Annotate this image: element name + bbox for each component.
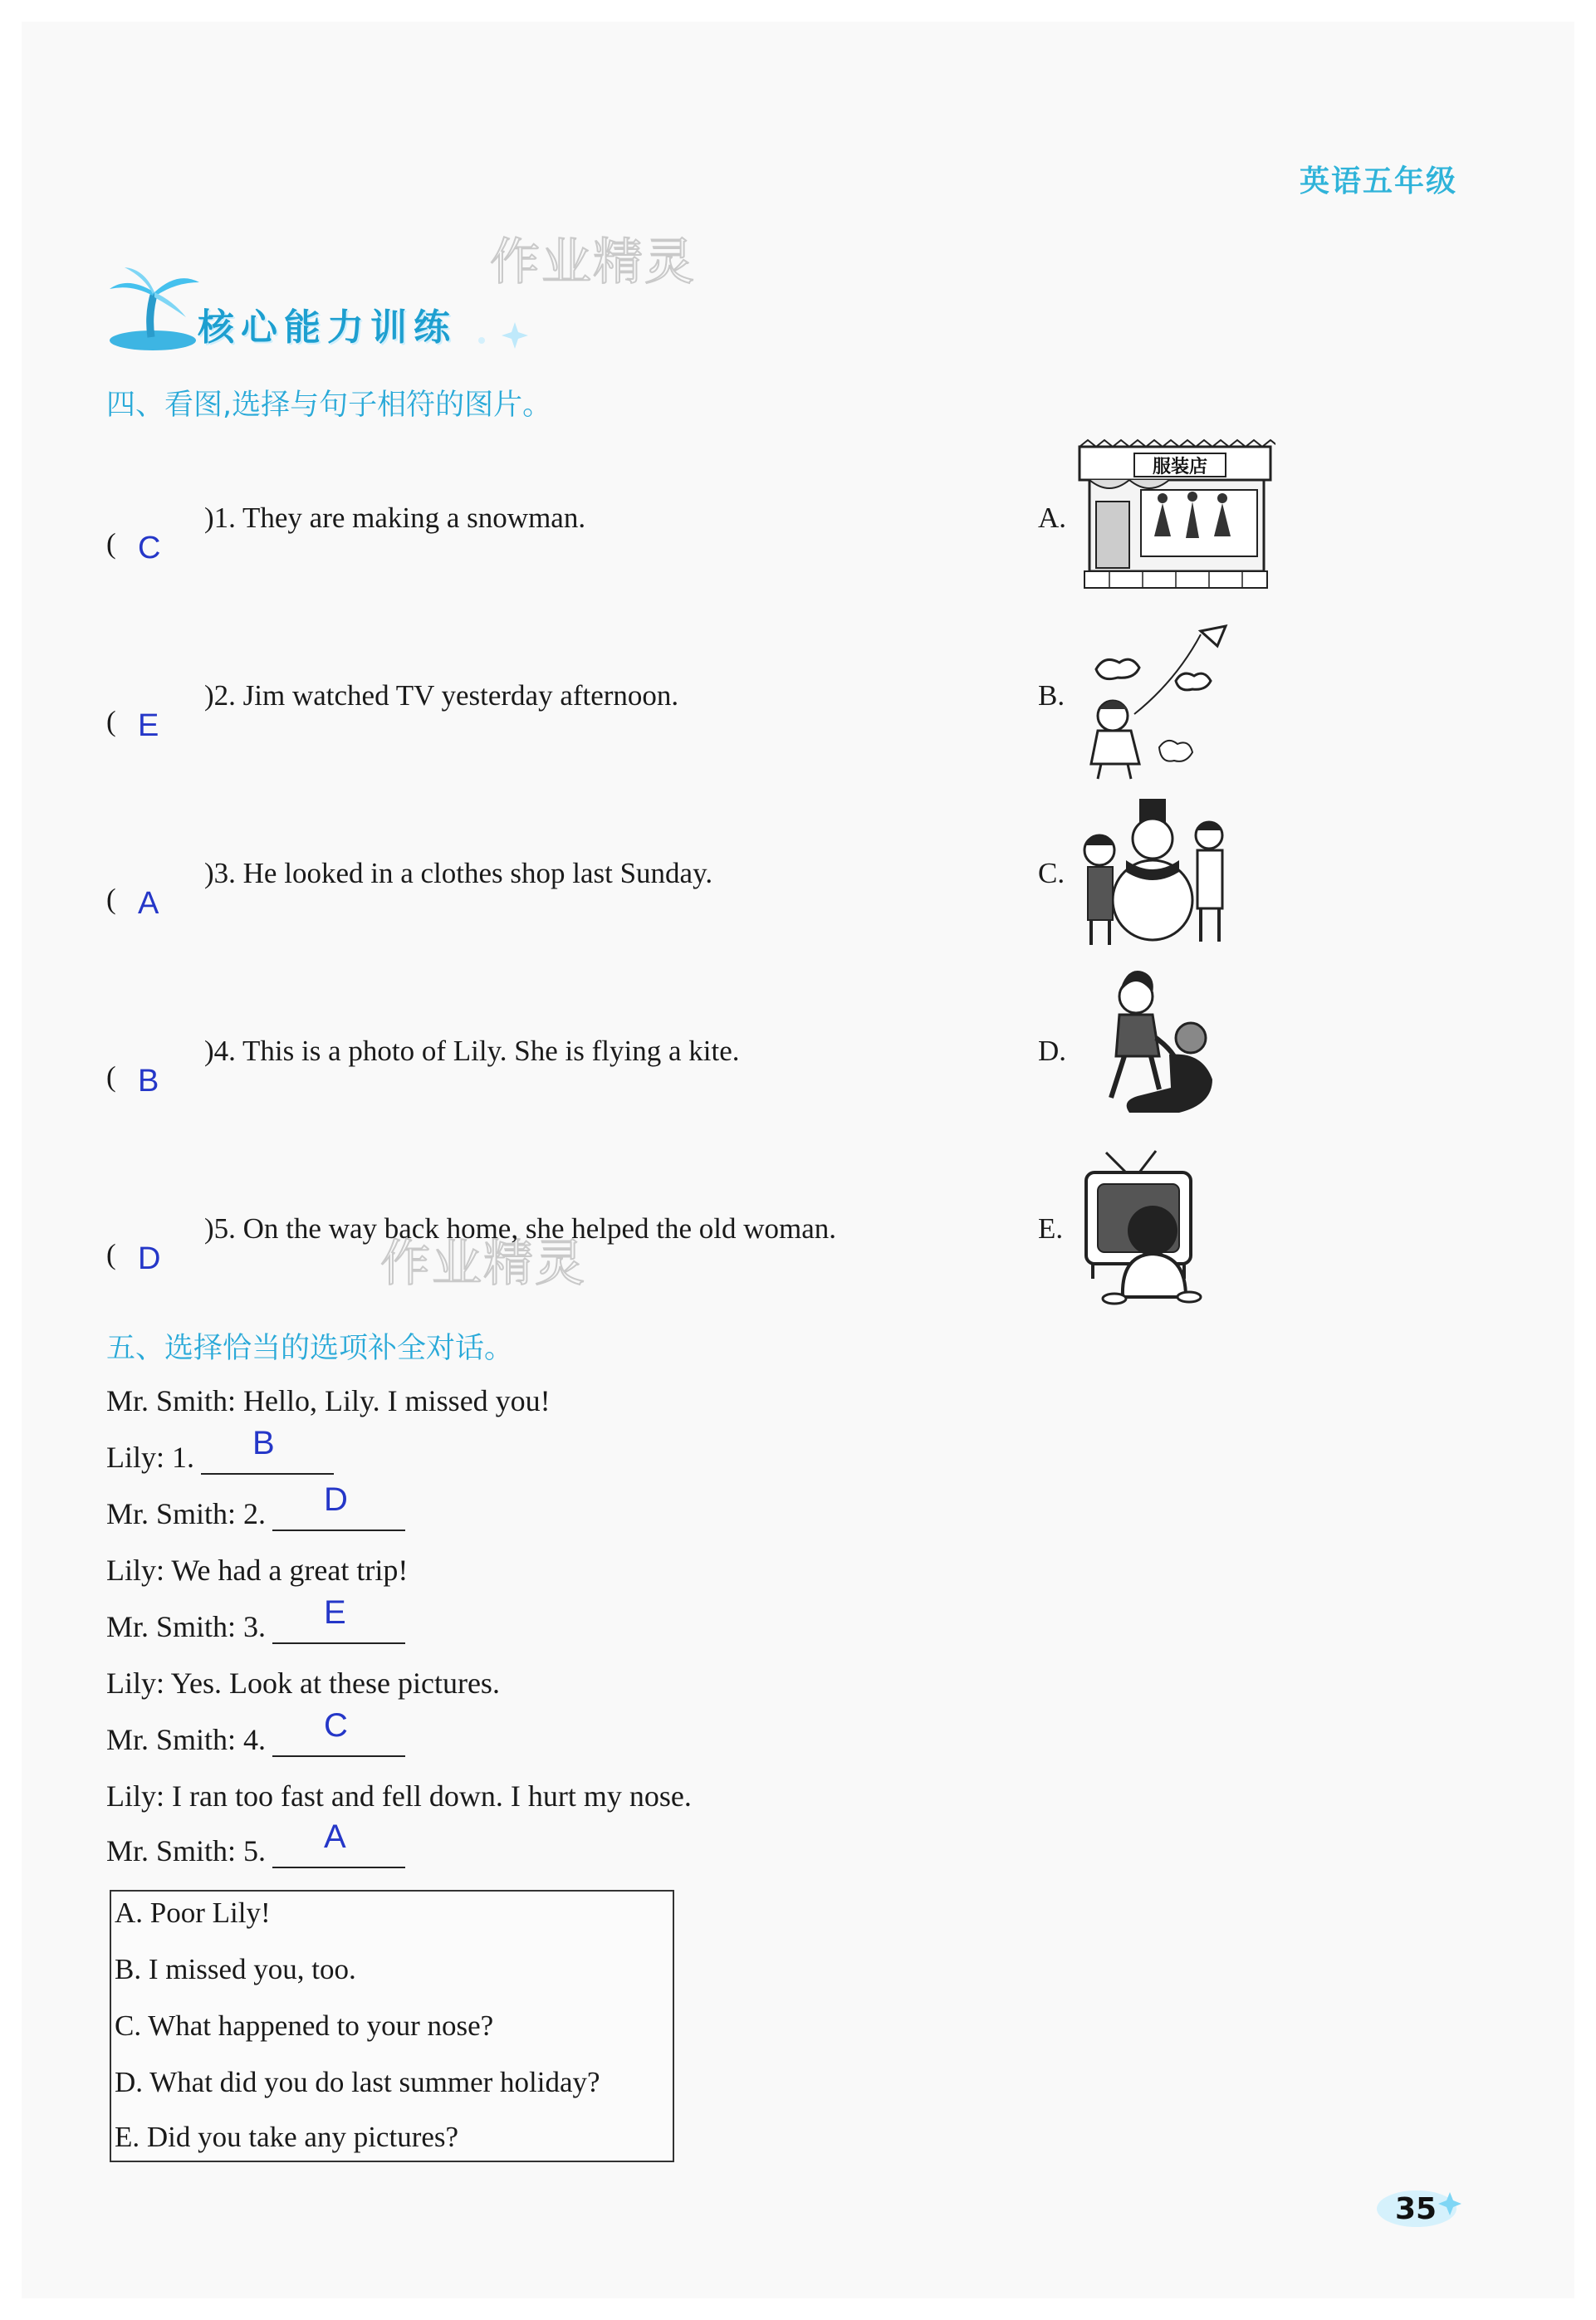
blank-1 [201,1425,334,1475]
page-number: 35 [1395,2192,1437,2226]
option-d-text: D. What did you do last summer holiday? [115,2066,600,2098]
dialogue-line-6: Lily: Yes. Look at these pictures. [106,1667,500,1700]
sparkle-decoration-icon [465,316,556,357]
options-box [110,1890,674,2162]
answer-3: A [138,886,159,921]
dialogue-line-9: Mr. Smith: 5. A [106,1833,405,1868]
question-1: ( C )1. They are making a snowman. [106,502,586,565]
option-c-text: C. What happened to your nose? [115,2009,494,2042]
question-4: ( B )4. This is a photo of Lily. She is flying a kite. [106,1035,740,1099]
dialogue-answer-3: E [324,1594,346,1631]
dialogue-line-1: Mr. Smith: Hello, Lily. I missed you! [106,1384,551,1417]
section-banner-title: 核心能力训练 [198,306,457,349]
dialogue-answer-4: C [324,1707,348,1744]
palm-tree-icon [103,264,203,355]
children-making-snowman-picture [1076,795,1242,953]
section5-title: 五、选择恰当的选项补全对话。 [106,1332,514,1365]
option-a-label: A. [1038,502,1067,534]
grade-tag: 英语五年级 [1300,164,1458,198]
dialogue-answer-5: A [324,1818,346,1855]
boy-watching-tv-picture [1076,1148,1242,1305]
clothes-shop-picture [1076,438,1275,596]
option-b-text: B. I missed you, too. [115,1953,356,1985]
girl-helping-old-woman-picture [1076,968,1242,1126]
dialogue-answer-1: B [252,1425,275,1461]
dialogue-line-8: Lily: I ran too fast and fell down. I hurt my nose. [106,1779,692,1813]
shop-sign-text: 服装店 [1152,457,1208,477]
dialogue-line-7: Mr. Smith: 4. C [106,1722,405,1757]
watermark-middle: 作业精灵 [380,1235,586,1293]
dialogue-answer-2: D [324,1481,348,1518]
option-d-label: D. [1038,1035,1067,1067]
blank-3 [272,1594,405,1644]
option-c-label: C. [1038,857,1065,889]
blank-2 [272,1481,405,1531]
question-3: ( A )3. He looked in a clothes shop last Sunday. [106,857,713,921]
question-2: ( E )2. Jim watched TV yesterday afternoon. [106,679,679,743]
watermark-top: 作业精灵 [490,233,696,291]
question-5: ( D )5. On the way back home, she helped the old woman. [106,1212,837,1276]
dialogue-line-2: Lily: 1. B [106,1440,334,1475]
blank-4 [272,1707,405,1757]
blank-5 [272,1818,405,1868]
answer-4: B [138,1064,159,1099]
answer-2: E [138,708,159,743]
dialogue-line-3: Mr. Smith: 2. D [106,1496,405,1531]
dialogue-line-4: Lily: We had a great trip! [106,1554,409,1587]
section4-title: 四、看图,选择与句子相符的图片。 [106,389,552,422]
option-e-label: E. [1038,1212,1064,1245]
answer-5: D [138,1241,161,1276]
dialogue-line-5: Mr. Smith: 3. E [106,1609,405,1644]
option-b-label: B. [1038,679,1065,712]
answer-1: C [138,531,161,565]
option-e-text: E. Did you take any pictures? [115,2121,459,2153]
option-a-text: A. Poor Lily! [115,1897,271,1929]
girl-flying-kite-picture [1076,623,1242,781]
